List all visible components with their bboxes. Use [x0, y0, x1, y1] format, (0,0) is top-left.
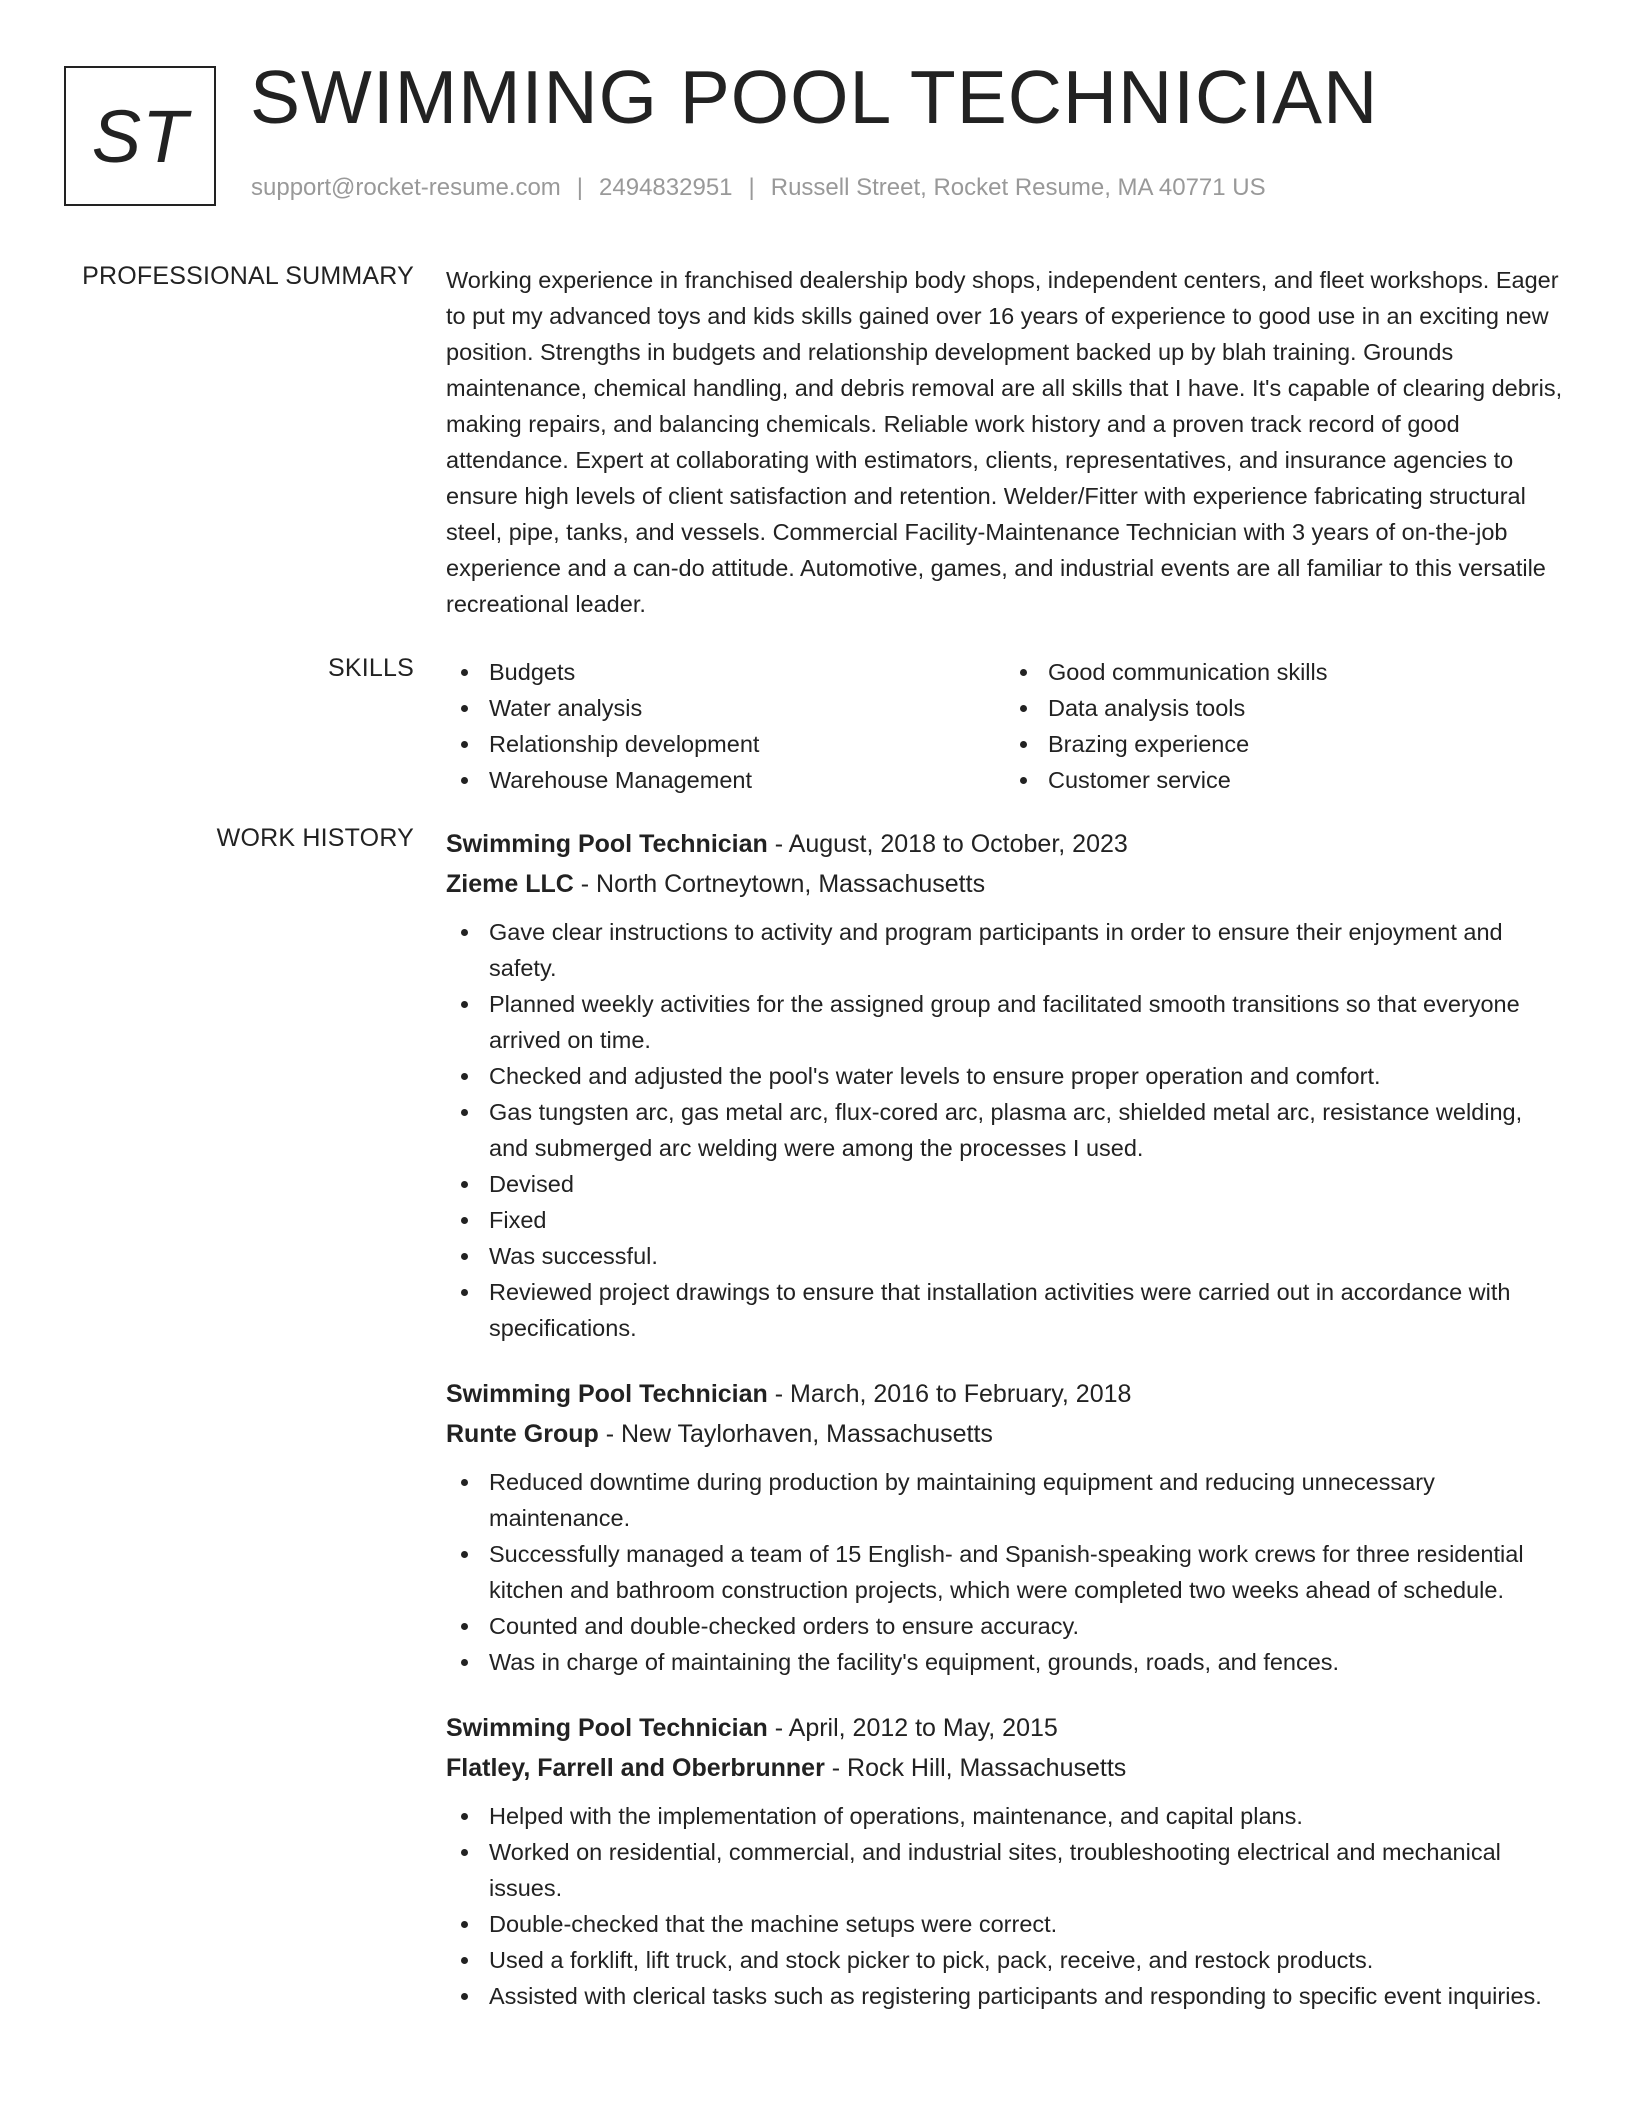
- monogram-logo: ST: [64, 66, 216, 206]
- job-title-line: [446, 1708, 1564, 1748]
- job-bullet: Used a forklift, lift truck, and stock picker to pick, pack, receive, and restock products.: [446, 1942, 1564, 1978]
- job-bullet: Was in charge of maintaining the facility's equipment, grounds, roads, and fences.: [446, 1644, 1564, 1680]
- job-title-line: [446, 824, 1564, 864]
- job-bullet: Fixed: [446, 1202, 1564, 1238]
- summary-body: [446, 262, 1564, 622]
- skills-heading: SKILLS: [328, 654, 414, 682]
- skill-item: Data analysis tools: [1048, 690, 1564, 726]
- skills-body: [446, 654, 1564, 798]
- summary-heading: PROFESSIONAL SUMMARY: [82, 262, 414, 290]
- job-bullet: Devised: [446, 1166, 1564, 1202]
- job-bullets: [446, 1464, 1564, 1680]
- resume-name-title: SWIMMING POOL TECHNICIAN: [250, 55, 1379, 139]
- contact-email[interactable]: support@rocket-resume.com: [251, 174, 561, 201]
- job-company-line: [446, 1414, 1564, 1454]
- job-dates: - April, 2012 to May, 2015: [767, 1714, 1058, 1742]
- skills-columns: [446, 654, 1564, 798]
- job-entry: [446, 1374, 1564, 1680]
- job-bullet: Reviewed project drawings to ensure that installation activities were carried out in accordance with specifications.: [446, 1274, 1564, 1346]
- job-title: Swimming Pool Technician: [446, 1714, 768, 1742]
- job-company: Flatley, Farrell and Oberbrunner: [446, 1754, 825, 1782]
- skill-item: Customer service: [1048, 762, 1564, 798]
- job-bullet: Was successful.: [446, 1238, 1564, 1274]
- job-location: - North Cortneytown, Massachusetts: [573, 870, 986, 898]
- job-bullet: Checked and adjusted the pool's water levels to ensure proper operation and comfort.: [446, 1058, 1564, 1094]
- job-title: Swimming Pool Technician: [446, 830, 768, 858]
- work-history-body: [446, 824, 1564, 2042]
- skill-item: Water analysis: [489, 690, 1005, 726]
- skills-list-right: [1005, 654, 1564, 798]
- job-bullet: Gas tungsten arc, gas metal arc, flux-cored arc, plasma arc, shielded metal arc, resistance welding, and submerged arc welding were among the processes I used.: [446, 1094, 1564, 1166]
- job-entry: [446, 1708, 1564, 2014]
- job-bullet: Assisted with clerical tasks such as registering participants and responding to specific event inquiries.: [446, 1978, 1564, 2014]
- skill-item: Relationship development: [489, 726, 1005, 762]
- job-dates: - August, 2018 to October, 2023: [767, 830, 1128, 858]
- job-bullet: Counted and double-checked orders to ensure accuracy.: [446, 1608, 1564, 1644]
- skills-list-left: [446, 654, 1005, 798]
- job-company-line: [446, 864, 1564, 904]
- work-history-heading: WORK HISTORY: [216, 824, 414, 852]
- job-title-line: [446, 1374, 1564, 1414]
- job-bullets: [446, 914, 1564, 1346]
- job-bullet: Planned weekly activities for the assigned group and facilitated smooth transitions so that everyone arrived on time.: [446, 986, 1564, 1058]
- skill-item: Budgets: [489, 654, 1005, 690]
- job-bullet: Successfully managed a team of 15 English- and Spanish-speaking work crews for three residential kitchen and bathroom construction projects, which were completed two weeks ahead of schedule.: [446, 1536, 1564, 1608]
- job-bullet: Helped with the implementation of operations, maintenance, and capital plans.: [446, 1798, 1564, 1834]
- contact-separator: |: [748, 174, 755, 201]
- skill-item: Brazing experience: [1048, 726, 1564, 762]
- job-company: Zieme LLC: [446, 870, 574, 898]
- job-location: - New Taylorhaven, Massachusetts: [598, 1420, 993, 1448]
- job-bullet: Gave clear instructions to activity and program participants in order to ensure their enjoyment and safety.: [446, 914, 1564, 986]
- job-location: - Rock Hill, Massachusetts: [824, 1754, 1127, 1782]
- summary-text: Working experience in franchised dealership body shops, independent centers, and fleet workshops. Eager to put my advanced toys and kids skills gained over 16 years of experience to good use in an exciting new position. Strengths in budgets and relationship development backed up by blah training. Grounds maintenance, chemical handling, and debris removal are all skills that I have. It's capable of clearing debris, making repairs, and balancing chemicals. Reliable work history and a proven track record of good attendance. Expert at collaborating with estimators, clients, representatives, and insurance agencies to ensure high levels of client satisfaction and retention. Welder/Fitter with experience fabricating structural steel, pipe, tanks, and vessels. Commercial Facility-Maintenance Technician with 3 years of on-the-job experience and a can-do attitude. Automotive, games, and industrial events are all familiar to this versatile recreational leader.: [446, 267, 1563, 617]
- skill-item: Warehouse Management: [489, 762, 1005, 798]
- contact-phone[interactable]: 2494832951: [599, 174, 733, 201]
- job-bullet: Reduced downtime during production by maintaining equipment and reducing unnecessary maintenance.: [446, 1464, 1564, 1536]
- job-company: Runte Group: [446, 1420, 599, 1448]
- job-company-line: [446, 1748, 1564, 1788]
- job-entry: [446, 824, 1564, 1346]
- job-bullets: [446, 1798, 1564, 2014]
- contact-separator: |: [576, 174, 584, 201]
- contact-line: [251, 174, 1266, 202]
- job-dates: - March, 2016 to February, 2018: [767, 1380, 1132, 1408]
- job-title: Swimming Pool Technician: [446, 1380, 768, 1408]
- contact-address: Russell Street, Rocket Resume, MA 40771 US: [770, 174, 1266, 201]
- job-bullet: Double-checked that the machine setups were correct.: [446, 1906, 1564, 1942]
- job-bullet: Worked on residential, commercial, and industrial sites, troubleshooting electrical and mechanical issues.: [446, 1834, 1564, 1906]
- skill-item: Good communication skills: [1048, 654, 1564, 690]
